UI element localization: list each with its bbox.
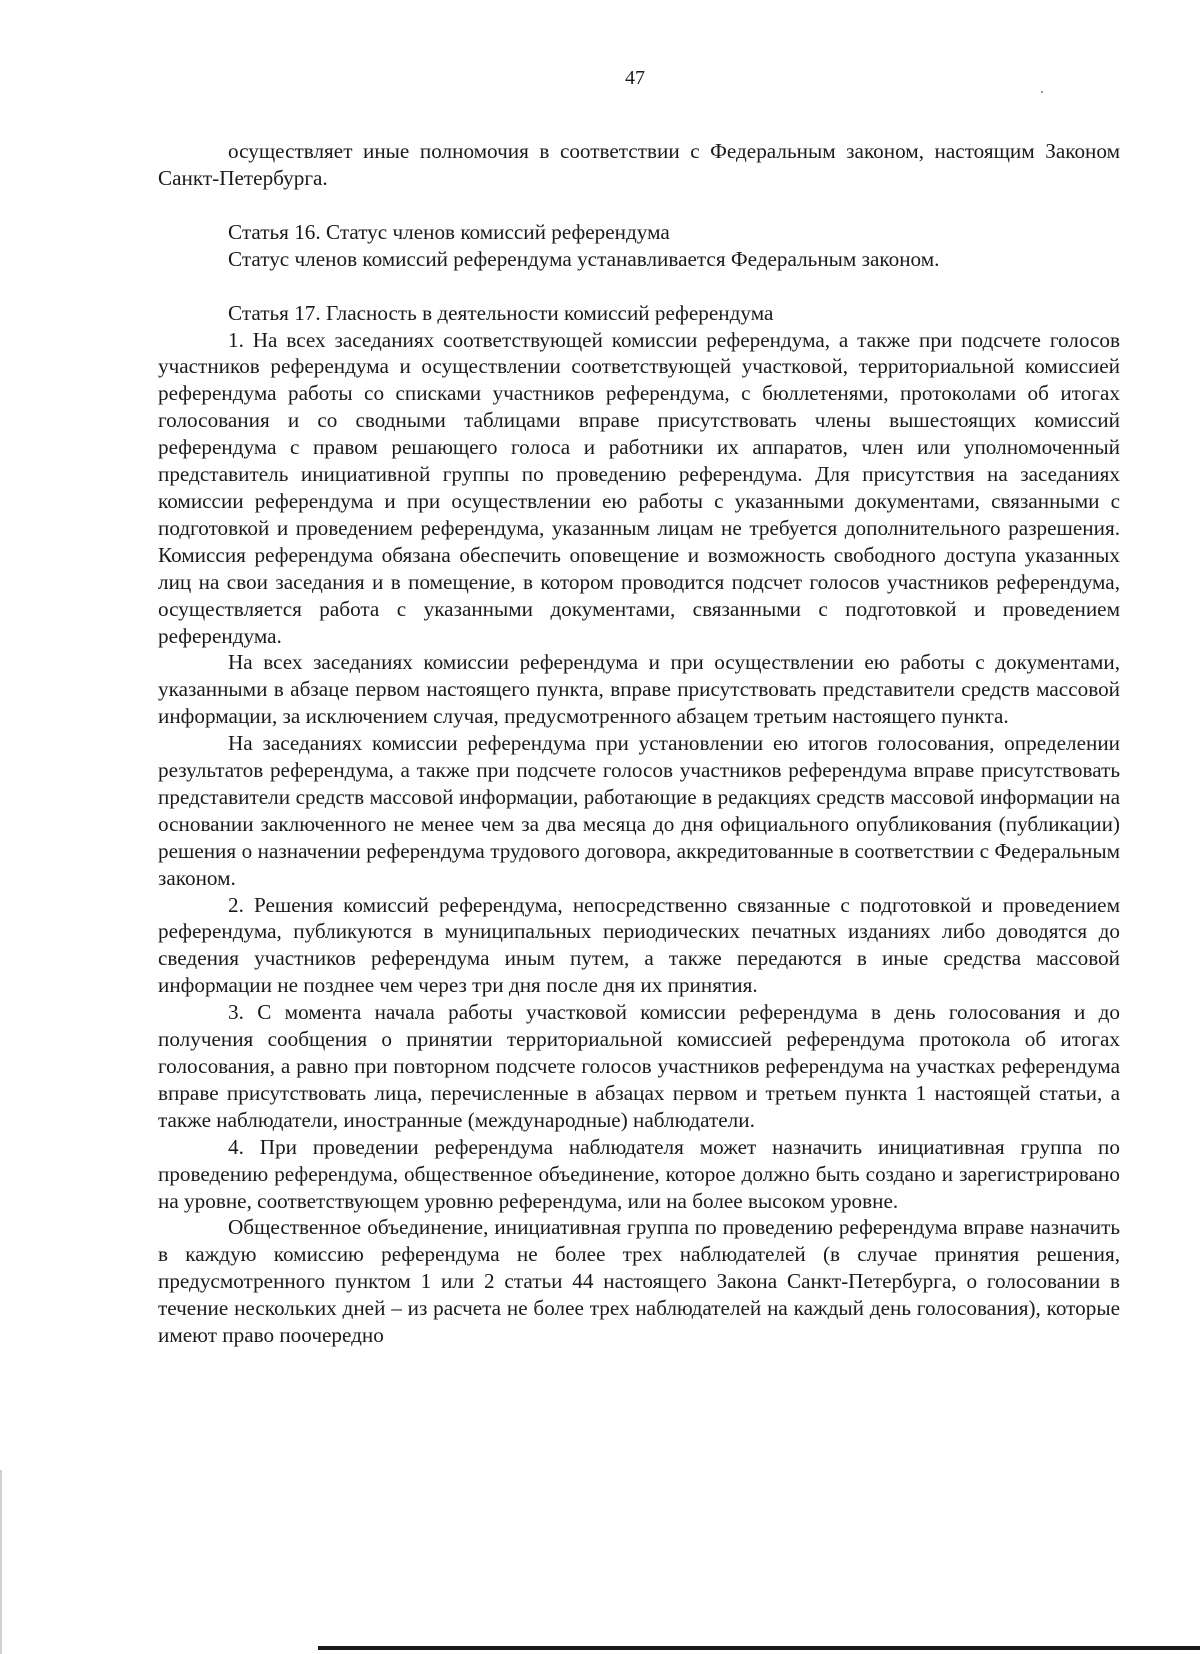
article-16-heading: Статья 16. Статус членов комиссий референдума	[228, 219, 670, 244]
article-16-text: Статус членов комиссий референдума устанавливается Федеральным законом.	[228, 246, 940, 271]
article-17-item-4-para-2: Общественное объединение, инициативная группа по проведению референдума вправе назначить в каждую комиссию референдума не более трех наблюдателей (в случае принятия решения, предусмотренного пунктом 1 или 2 статьи 44 настоящего Закона Санкт-Петербурга, о голосовании в течение нескольких дней – из расчета не более трех наблюдателей на каждый день голосования), которые имеют право поочередно	[158, 1215, 1120, 1348]
article-17-item-1: 1. На всех заседаниях соответствующей комиссии референдума, а также при подсчете голосов участников референдума и осуществлении соответствующей участковой, территориальной комиссией референдума работы со списками участников референдума, с бюллетенями, протоколами об итогах голосования и со сводными таблицами вправе присутствовать члены вышестоящих комиссий референдума с правом решающего голоса и работники их аппаратов, член или уполномоченный представитель инициативной группы по проведению референдума. Для присутствия на заседаниях комиссии референдума и при осуществлении ею работы с указанными документами, связанными с подготовкой и проведением референдума, указанным лицам не требуется дополнительного разрешения. Комиссия референдума обязана обеспечить оповещение и возможность свободного доступа указанных лиц на свои заседания и в помещение, в котором проводится подсчет голосов участников референдума, осуществляется работа с указанными документами, связанными с подготовкой и проведением референдума.	[158, 327, 1120, 648]
scan-edge	[0, 1470, 2, 1654]
article-17-heading: Статья 17. Гласность в деятельности комиссий референдума	[228, 300, 774, 325]
article-17-item-1-para-2: На всех заседаниях комиссии референдума и при осуществлении ею работы с документами, указанными в абзаце первом настоящего пункта, вправе присутствовать представители средств массовой информации, за исключением случая, предусмотренного абзацем третьим настоящего пункта.	[158, 650, 1120, 729]
scan-speck	[1041, 91, 1043, 93]
paragraph-continuation: осуществляет иные полномочия в соответствии с Федеральным законом, настоящим Законом Санкт-Петербурга.	[158, 139, 1120, 190]
article-17-item-4: 4. При проведении референдума наблюдателя может назначить инициативная группа по проведению референдума, общественное объединение, которое должно быть создано и зарегистрировано на уровне, соответствующем уровню референдума, или на более высоком уровне.	[158, 1134, 1120, 1213]
document-body	[158, 138, 1120, 1349]
article-17-item-1-para-3: На заседаниях комиссии референдума при установлении ею итогов голосования, определении результатов референдума, а также при подсчете голосов участников референдума вправе присутствовать представители средств массовой информации, работающие в редакциях средств массовой информации на основании заключенного не менее чем за два месяца до дня официального опубликования (публикации) решения о назначении референдума трудового договора, аккредитованные в соответствии с Федеральным законом.	[158, 731, 1120, 890]
page-number: 47	[625, 67, 645, 89]
article-17-item-2: 2. Решения комиссий референдума, непосредственно связанные с подготовкой и проведением референдума, публикуются в муниципальных периодических печатных изданиях либо доводятся до сведения участников референдума иным путем, а также передаются в иные средства массовой информации не позднее чем через три дня после дня их принятия.	[158, 892, 1120, 998]
article-17-item-3: 3. С момента начала работы участковой комиссии референдума в день голосования и до получения сообщения о принятии территориальной комиссией референдума протокола об итогах голосования, а равно при повторном подсчете голосов участников референдума на участках референдума вправе присутствовать лица, перечисленные в абзацах первом и третьем пункта 1 настоящей статьи, а также наблюдатели, иностранные (международные) наблюдатели.	[158, 1000, 1120, 1132]
bottom-rule	[318, 1646, 1200, 1650]
